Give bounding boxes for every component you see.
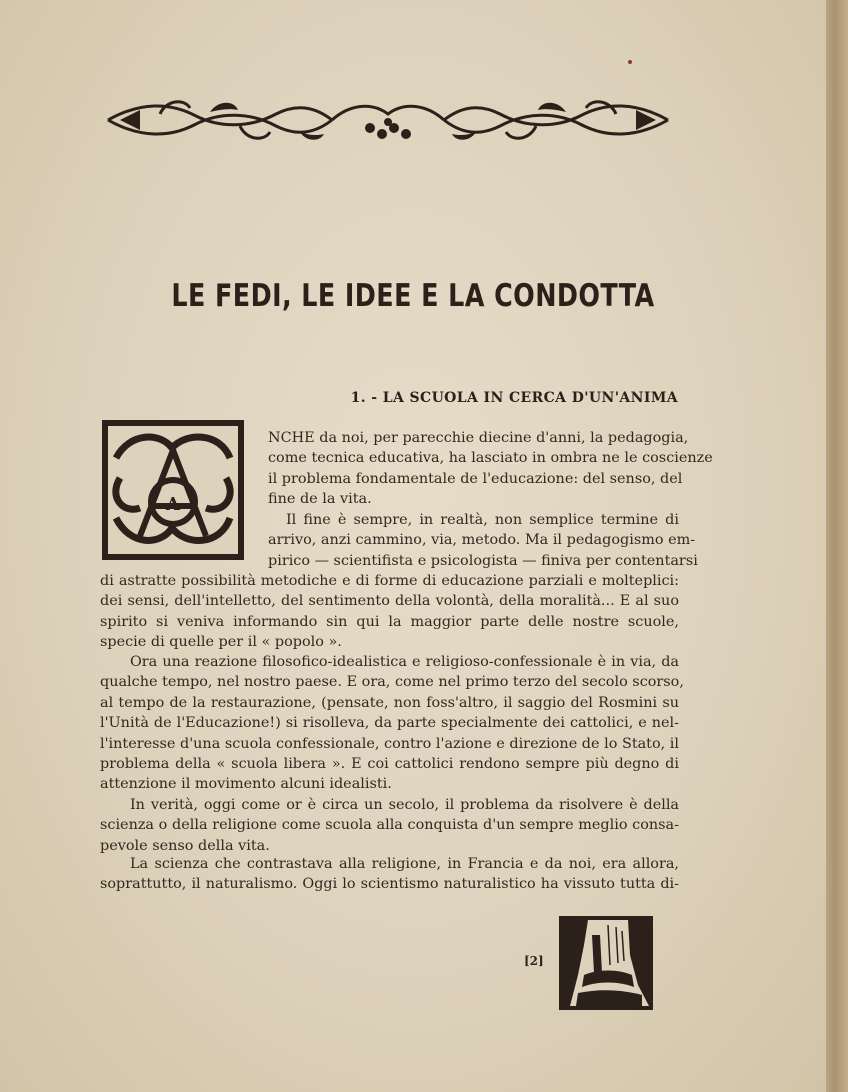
text-line: Ora una reazione filosofico-idealistica e religioso-confessionale è in via, da: [130, 654, 679, 670]
text-line: dei sensi, dell'intelletto, del sentimento della volontà, della moralità... E al suo: [100, 593, 679, 610]
paragraph-2-body: [100, 571, 679, 653]
text-line: arrivo, anzi cammino, via, metodo. Ma il pedagogismo em-: [268, 532, 696, 549]
text-line: di astratte possibilità metodiche e di forme di educazione parziali e molteplici:: [100, 573, 679, 589]
text-line: attenzione il movimento alcuni idealisti.: [100, 776, 392, 793]
woodcut-vignette: [558, 915, 654, 1011]
text-line: pirico — scientifista e psicologista — finiva per contentarsi: [268, 552, 698, 569]
text-line: qualche tempo, nel nostro paese. E ora, come nel primo terzo del secolo scorso,: [100, 674, 684, 691]
paragraph-4: [100, 795, 679, 856]
text-line: l'interesse d'una scuola confessionale, contro l'azione e direzione de lo Stato, il: [100, 735, 679, 752]
paragraph-2-head: [268, 510, 698, 571]
section-heading: 1. - LA SCUOLA IN CERCA D'UN'ANIMA: [350, 390, 678, 406]
page-number: [2]: [524, 954, 544, 968]
text-line: al tempo de la restaurazione, (pensate, non foss'altro, il saggio del Rosmini su: [100, 694, 679, 711]
text-line: In verità, oggi come or è circa un secolo, il problema da risolvere è della: [130, 797, 679, 813]
text-line: fine de la vita.: [268, 491, 372, 508]
text-line: Il fine è sempre, in realtà, non semplice termine di: [286, 512, 679, 528]
ink-spot: [628, 60, 632, 64]
text-line: NCHE da noi, per parecchie diecine d'anni, la pedagogia,: [268, 430, 689, 446]
page-title: LE FEDI, LE IDEE E LA CONDOTTA: [171, 278, 655, 314]
paragraph-3: [100, 652, 684, 795]
decorated-initial-A: [100, 418, 246, 562]
paragraph-5: [100, 854, 679, 895]
text-line: specie di quelle per il « popolo ».: [100, 634, 342, 651]
text-line: problema della « scuola libera ». E coi cattolici rendono sempre più degno di: [100, 756, 679, 773]
text-line: La scienza che contrastava alla religione, in Francia e da noi, era allora,: [130, 856, 679, 872]
text-line: il problema fondamentale de l'educazione: del senso, del: [268, 470, 683, 487]
dropcap-letter: A: [166, 494, 180, 515]
text-line: spirito si veniva informando sin qui la maggior parte delle nostre scuole,: [100, 613, 679, 630]
text-line: l'Unità de l'Educazione!) si risolleva, da parte specialmente dei cattolici, e nel-: [100, 715, 679, 732]
text-line: come tecnica educativa, ha lasciato in ombra ne le coscienze: [268, 450, 713, 467]
text-line: soprattutto, il naturalismo. Oggi lo scientismo naturalistico ha vissuto tutta di-: [100, 876, 679, 893]
floral-ornament-header: [100, 92, 676, 148]
text-line: scienza o della religione come scuola alla conquista d'un sempre meglio consa-: [100, 817, 679, 834]
paragraph-1: [268, 428, 713, 510]
page-edge: [826, 0, 848, 1092]
text-line: pevole senso della vita.: [100, 837, 270, 854]
